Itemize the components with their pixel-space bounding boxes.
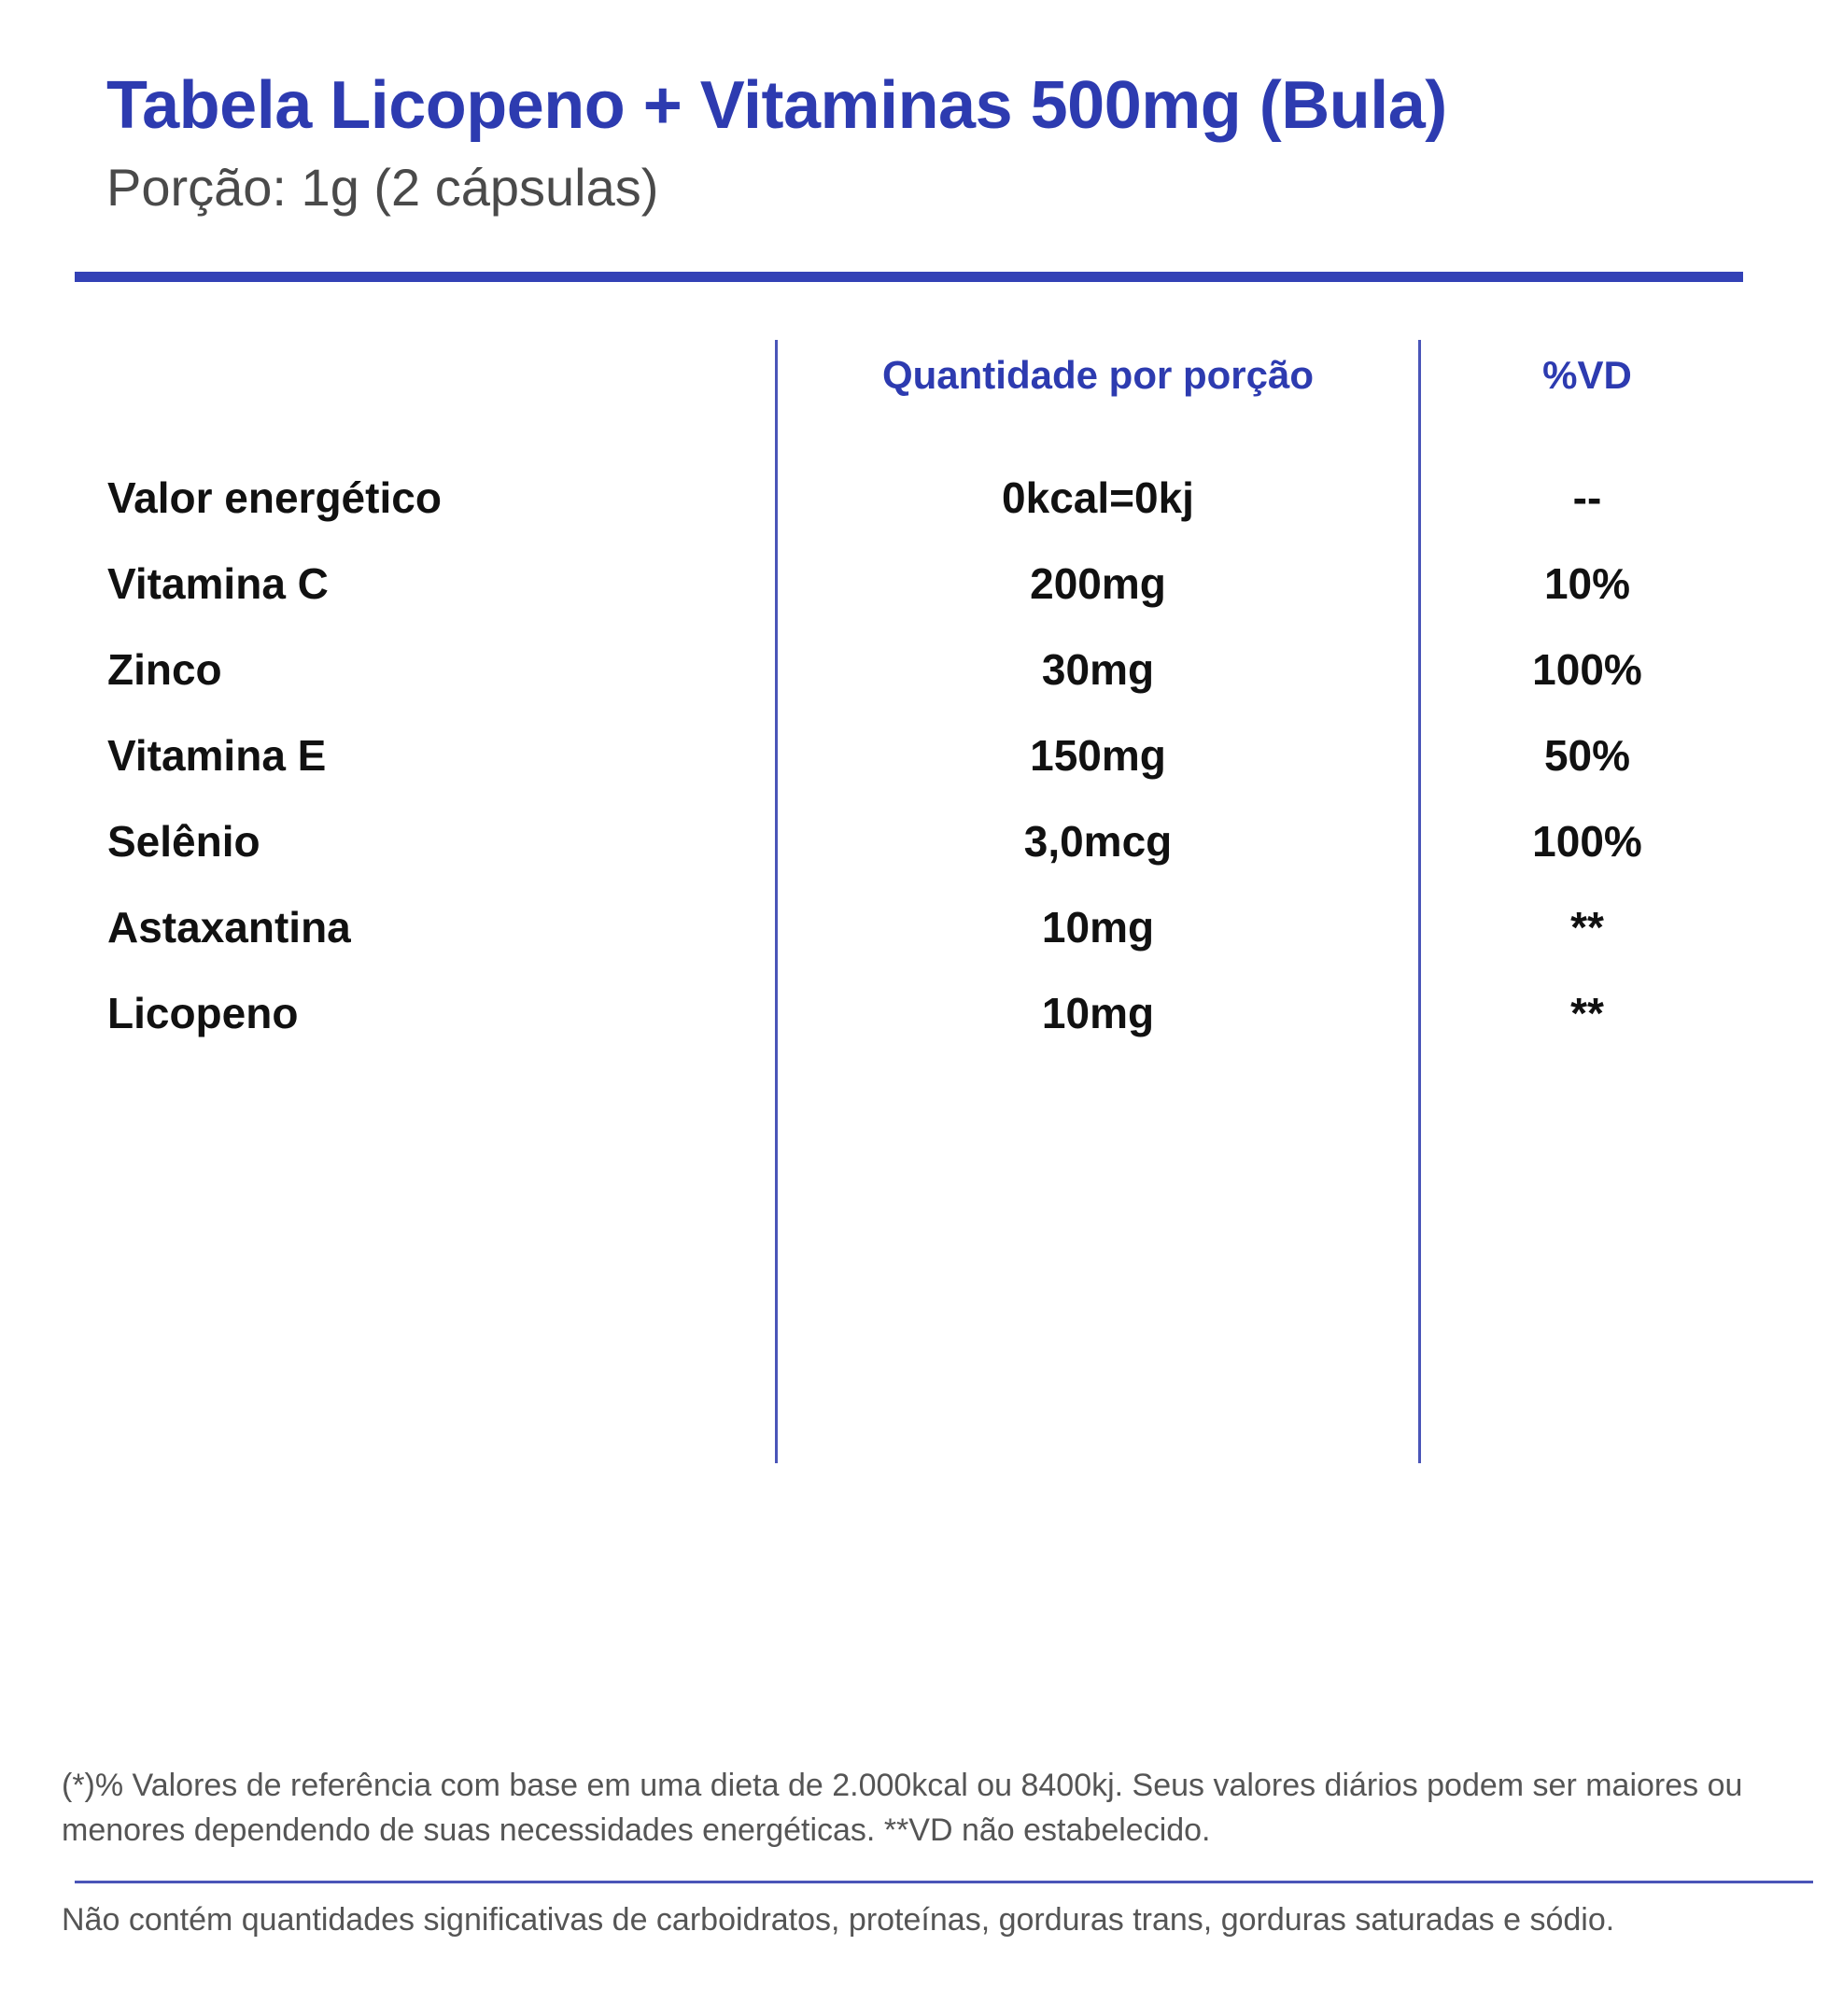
nutrient-name: Vitamina C — [107, 559, 329, 608]
nutrient-name: Valor energético — [107, 473, 442, 522]
reference-note: (*)% Valores de referência com base em uma dieta de 2.000kcal ou 8400kj. Seus valores diários podem ser maiores ou menores dependendo de suas necessidades energéticas. **VD não estabelecido. — [62, 1768, 1743, 1848]
column-header-vd: %VD — [1542, 353, 1632, 397]
nutrient-vd: -- — [1572, 473, 1602, 522]
nutrient-amount: 200mg — [1030, 559, 1166, 608]
page-title: Tabela Licopeno + Vitaminas 500mg (Bula) — [106, 68, 1447, 143]
table-row — [0, 712, 1829, 798]
nutrient-name: Licopeno — [107, 989, 299, 1037]
nutrient-name: Zinco — [107, 645, 222, 694]
top-divider — [75, 272, 1743, 282]
nutrient-amount: 3,0mcg — [1023, 817, 1173, 866]
nutrient-name: Selênio — [107, 817, 260, 866]
table-row — [0, 627, 1829, 712]
footer-note: Não contém quantidades significativas de carboidratos, proteínas, gorduras trans, gorduras saturadas e sódio. — [62, 1902, 1615, 1938]
nutrient-vd: ** — [1570, 903, 1604, 952]
nutrient-amount: 150mg — [1030, 731, 1166, 780]
nutrient-amount: 10mg — [1041, 989, 1155, 1037]
table-row — [0, 541, 1829, 627]
nutrient-amount: 30mg — [1041, 645, 1155, 694]
nutrient-vd: 100% — [1532, 817, 1642, 866]
table-row — [0, 798, 1829, 884]
table-row — [0, 455, 1829, 541]
bottom-divider — [75, 1881, 1813, 1883]
nutrient-vd: 10% — [1543, 559, 1631, 608]
nutrient-vd: ** — [1570, 989, 1604, 1037]
column-header-amount: Quantidade por porção — [881, 353, 1315, 397]
nutrient-amount: 0kcal=0kj — [1002, 473, 1194, 522]
table-row — [0, 884, 1829, 970]
serving-size: Porção: 1g (2 cápsulas) — [106, 158, 659, 217]
nutrient-amount: 10mg — [1041, 903, 1155, 952]
table-row — [0, 970, 1829, 1056]
nutrient-name: Astaxantina — [107, 903, 351, 952]
nutrient-vd: 100% — [1532, 645, 1642, 694]
nutrient-vd: 50% — [1543, 731, 1631, 780]
nutrient-name: Vitamina E — [107, 731, 327, 780]
